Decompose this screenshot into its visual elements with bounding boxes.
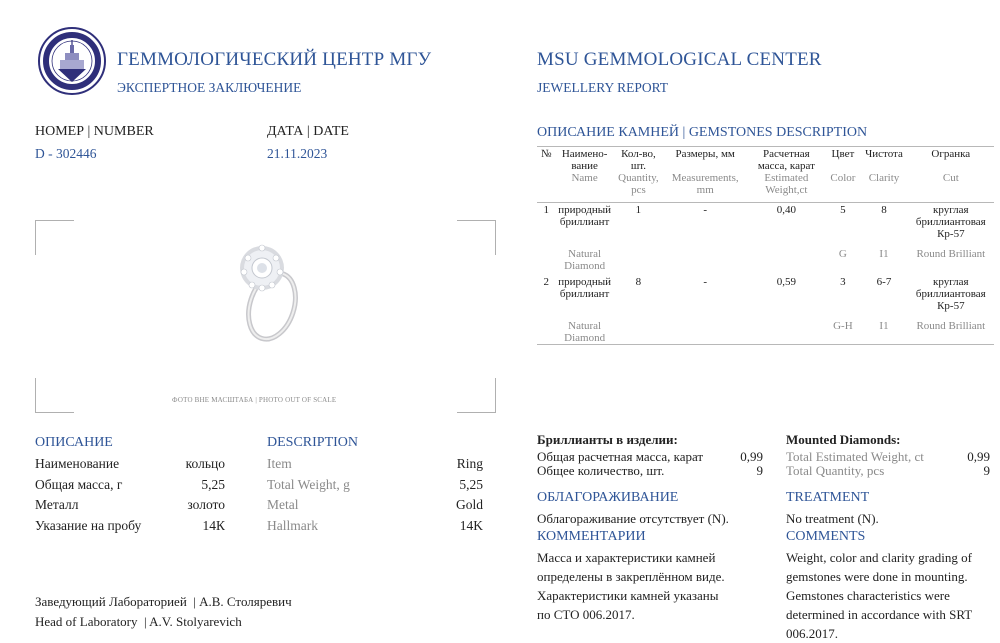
col-size: Размеры, мм	[675, 148, 735, 160]
description-value: 5,25	[459, 477, 483, 492]
table-bottom-rule	[537, 344, 994, 345]
description-label: Указание на пробу	[35, 518, 142, 533]
col-size-en: Measurements, mm	[671, 172, 739, 196]
table-header-row-en	[537, 172, 994, 196]
number-label: НОМЕР | NUMBER	[35, 124, 154, 139]
cell-clarity: 6-7	[876, 276, 892, 288]
description-label: Металл	[35, 497, 79, 512]
treatment-text-en: No treatment (N).	[786, 511, 879, 526]
comment-line: Gemstones characteristics were	[786, 588, 950, 603]
cell-weight: 0,40	[776, 204, 796, 216]
col-no-en	[537, 172, 555, 196]
description-value: кольцо	[185, 456, 225, 471]
col-cut: Огранка	[931, 148, 971, 160]
cell-cut: круглая бриллиантовая Кр-57	[915, 204, 986, 240]
photo-caption: ФОТО ВНЕ МАСШТАБА | PHOTO OUT OF SCALE	[172, 396, 337, 404]
description-value: 14К	[202, 518, 225, 533]
comment-line: Weight, color and clarity grading of	[786, 550, 972, 565]
report-subtitle-ru: ЭКСПЕРТНОЕ ЗАКЛЮЧЕНИЕ	[117, 80, 302, 95]
cell-weight: 0,59	[776, 276, 796, 288]
col-qty: Кол-во, шт.	[621, 148, 656, 172]
table-top-rule	[537, 146, 994, 147]
cell-color-en: G-H	[833, 320, 853, 332]
mounted-heading-ru: Бриллианты в изделии:	[537, 432, 678, 447]
col-clarity-en: Clarity	[868, 172, 900, 184]
table-row-en	[537, 320, 994, 346]
mounted-label: Общая расчетная масса, карат	[537, 449, 704, 464]
cell-name-en: Natural Diamond	[564, 248, 606, 272]
mounted-row	[537, 449, 763, 464]
mounted-row	[786, 449, 990, 464]
description-row	[35, 518, 225, 536]
cell-no: 1	[543, 204, 549, 216]
comment-line: 006.2017.	[786, 626, 838, 641]
university-seal-icon	[38, 27, 106, 95]
comment-line: определены в закреплённом виде.	[537, 569, 725, 584]
treatment-heading-en: TREATMENT	[786, 490, 870, 505]
comment-line: Характеристики камней указаны	[537, 588, 719, 603]
signature-ru: Заведующий Лабораторией | А.В. Столяревич	[35, 594, 292, 609]
col-clarity: Чистота	[865, 148, 903, 160]
description-label: Общая масса, г	[35, 477, 123, 492]
photo-frame-corner	[457, 220, 496, 255]
center-title-ru: ГЕММОЛОГИЧЕСКИЙ ЦЕНТР МГУ	[117, 49, 432, 70]
gemstones-table	[537, 148, 994, 346]
col-weight-en: Estimated Weight,ct	[764, 172, 809, 196]
mounted-row	[537, 463, 763, 478]
description-label: Total Weight, g	[267, 477, 350, 492]
treatment-heading-ru: ОБЛАГОРАЖИВАНИЕ	[537, 490, 679, 505]
cell-cut-en: Round Brilliant	[916, 248, 986, 260]
table-row	[537, 204, 994, 248]
photo-frame-corner	[35, 378, 74, 413]
cell-name: природный бриллиант	[558, 276, 611, 300]
comment-line: Масса и характеристики камней	[537, 550, 716, 565]
description-row	[267, 477, 483, 495]
table-header-row	[537, 148, 994, 172]
description-value: 5,25	[201, 477, 225, 492]
cell-color: 5	[840, 204, 846, 216]
col-name-en: Name	[571, 172, 598, 184]
gemstones-heading: ОПИСАНИЕ КАМНЕЙ | GEMSTONES DESCRIPTION	[537, 125, 868, 140]
comments-heading-en: COMMENTS	[786, 529, 866, 544]
photo-frame-corner	[35, 220, 74, 255]
mounted-label: Общее количество, шт.	[537, 463, 665, 478]
description-value: Gold	[456, 497, 483, 512]
cell-cut-en: Round Brilliant	[916, 320, 986, 332]
table-row	[537, 276, 994, 320]
cell-no: 2	[543, 276, 549, 288]
table-rule	[537, 202, 994, 203]
description-row	[35, 497, 225, 515]
cell-qty: 1	[635, 204, 642, 216]
cell-clarity: 8	[881, 204, 887, 216]
mounted-label: Total Estimated Weight, ct	[786, 449, 924, 464]
cell-size: -	[703, 204, 708, 216]
description-row	[35, 477, 225, 495]
comments-text-ru	[537, 548, 725, 624]
description-row	[35, 456, 225, 474]
description-value: 14K	[459, 518, 483, 533]
description-row	[267, 456, 483, 474]
date-value: 21.11.2023	[267, 146, 328, 161]
treatment-text-ru: Облагораживание отсутствует (N).	[537, 511, 729, 526]
col-qty-en: Quantity, pcs	[618, 172, 659, 196]
col-name: Наимено-вание	[561, 148, 608, 172]
table-row-en	[537, 248, 994, 276]
number-value: D - 302446	[35, 146, 97, 161]
comments-text-en	[786, 548, 972, 643]
description-label: Metal	[267, 497, 299, 512]
cell-cut: круглая бриллиантовая Кр-57	[915, 276, 986, 312]
cell-name: природный бриллиант	[558, 204, 611, 228]
mounted-value: 0,99	[967, 449, 990, 464]
mounted-label: Total Quantity, pcs	[786, 463, 885, 478]
date-label: ДАТА | DATE	[267, 124, 349, 139]
report-subtitle-en: JEWELLERY REPORT	[537, 80, 669, 95]
description-value: золото	[187, 497, 225, 512]
cell-name-en: Natural Diamond	[564, 320, 606, 344]
cell-clarity-en: I1	[879, 248, 889, 260]
mounted-heading-en: Mounted Diamonds:	[786, 432, 901, 447]
cell-qty: 8	[635, 276, 642, 288]
photo-frame-corner	[457, 378, 496, 413]
mounted-value: 9	[756, 463, 763, 478]
description-label: Наименование	[35, 456, 120, 471]
description-heading-en: DESCRIPTION	[267, 435, 359, 450]
description-value: Ring	[456, 456, 483, 471]
cell-color-en: G	[838, 248, 847, 260]
mounted-row	[786, 463, 990, 478]
comment-line: gemstones were done in mounting.	[786, 569, 968, 584]
col-cut-en: Cut	[942, 172, 959, 184]
col-color-en: Color	[830, 172, 856, 184]
col-color: Цвет	[831, 148, 855, 160]
cell-color: 3	[840, 276, 846, 288]
comment-line: по СТО 006.2017.	[537, 607, 635, 622]
center-title-en: MSU GEMMOLOGICAL CENTER	[537, 49, 822, 70]
description-row	[267, 497, 483, 515]
comment-line: determined in accordance with SRT	[786, 607, 973, 622]
comments-heading-ru: КОММЕНТАРИИ	[537, 529, 646, 544]
description-label: Hallmark	[267, 518, 318, 533]
col-no: №	[540, 148, 552, 160]
cell-clarity-en: I1	[879, 320, 889, 332]
ring-photo-icon	[222, 236, 302, 346]
col-weight: Расчетная масса, карат	[757, 148, 815, 172]
mounted-value: 9	[983, 463, 990, 478]
mounted-value: 0,99	[740, 449, 763, 464]
description-heading-ru: ОПИСАНИЕ	[35, 435, 113, 450]
description-label: Item	[267, 456, 292, 471]
signature-en: Head of Laboratory | A.V. Stolyarevich	[35, 614, 242, 629]
cell-size: -	[703, 276, 708, 288]
description-row	[267, 518, 483, 536]
